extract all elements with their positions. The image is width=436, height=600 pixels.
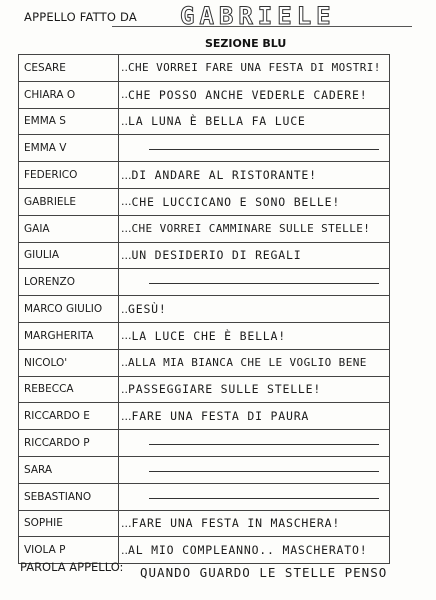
table-row: [19, 484, 389, 511]
handwritten-answer: CHE POSSO ANCHE VEDERLE CADERE!: [128, 87, 368, 102]
child-name: SOPHIE: [19, 511, 119, 537]
child-name: GAIA: [19, 216, 119, 242]
handwritten-answer: AL MIO COMPLEANNO.. MASCHERATO!: [128, 543, 368, 558]
handwritten-answer: CHE VORREI CAMMINARE SULLE STELLE!: [131, 222, 371, 236]
answer-cell: [119, 537, 389, 563]
answer-cell: [119, 55, 389, 81]
child-name: SARA: [19, 457, 119, 483]
table-row: [19, 189, 389, 216]
table-row: [19, 457, 389, 484]
answer-cell: [119, 135, 389, 161]
answer-cell: [119, 511, 389, 537]
table-row: [19, 377, 389, 404]
table-row: [19, 350, 389, 377]
table-row: [19, 323, 389, 350]
answer-cell: [119, 189, 389, 215]
child-name: GIULIA: [19, 243, 119, 269]
handwritten-answer: PASSEGGIARE SULLE STELLE!: [128, 382, 322, 397]
leader-dots: ..: [121, 382, 128, 396]
child-name: EMMA S: [19, 109, 119, 135]
header-author-name: GABRIELE: [180, 2, 336, 30]
blank-answer-line: [149, 498, 379, 499]
child-name: SEBASTIANO: [19, 484, 119, 510]
leader-dots: ...: [121, 516, 132, 530]
leader-dots: ..: [121, 61, 128, 75]
answer-cell: [119, 109, 389, 135]
child-name: LORENZO: [19, 269, 119, 295]
table-row: [19, 162, 389, 189]
answer-cell: [119, 162, 389, 188]
table-row: [19, 296, 389, 323]
handwritten-answer: UN DESIDERIO DI REGALI: [131, 248, 302, 263]
leader-dots: ...: [121, 409, 132, 423]
handwritten-answer: ALLA MIA BIANCA CHE LE VOGLIO BENE: [128, 356, 367, 370]
answer-cell: [119, 403, 389, 429]
answer-cell: [119, 350, 389, 376]
child-name: NICOLO': [19, 350, 119, 376]
table-row: [19, 216, 389, 243]
handwritten-answer: DI ANDARE AL RISTORANTE!: [131, 168, 317, 183]
child-name: REBECCA: [19, 377, 119, 403]
header-underline: [112, 26, 412, 27]
blank-answer-line: [149, 444, 379, 445]
blank-answer-line: [149, 471, 379, 472]
leader-dots: ..: [121, 302, 128, 316]
handwritten-answer: LA LUNA È BELLA FA LUCE: [128, 114, 306, 129]
leader-dots: ..: [121, 114, 128, 128]
child-name: MARCO GIULIO: [19, 296, 119, 322]
table-row: [19, 135, 389, 162]
answer-cell: [119, 269, 389, 295]
answer-cell: [119, 216, 389, 242]
leader-dots: ...: [121, 195, 132, 209]
handwritten-answer: FARE UNA FESTA IN MASCHERA!: [131, 516, 341, 531]
blank-answer-line: [149, 149, 379, 150]
leader-dots: ...: [121, 168, 132, 182]
section-title: SEZIONE BLU: [205, 37, 287, 50]
leader-dots: ..: [121, 88, 128, 102]
table-row: [19, 269, 389, 296]
leader-dots: ...: [121, 248, 132, 262]
answer-cell: [119, 323, 389, 349]
child-name: RICCARDO P: [19, 430, 119, 456]
table-row: [19, 109, 389, 136]
table-row: [19, 430, 389, 457]
handwritten-answer: GESÙ!: [128, 302, 167, 317]
handwritten-answer: LA LUCE CHE È BELLA!: [131, 328, 286, 343]
child-name: RICCARDO E: [19, 403, 119, 429]
child-name: CHIARA O: [19, 82, 119, 108]
answer-cell: [119, 377, 389, 403]
attendance-table: [18, 54, 390, 564]
answer-cell: [119, 82, 389, 108]
header-label: APPELLO FATTO DA: [24, 10, 137, 24]
handwritten-answer: CHE VORREI FARE UNA FESTA DI MOSTRI!: [128, 61, 381, 75]
answer-cell: [119, 484, 389, 510]
blank-answer-line: [149, 283, 379, 284]
answer-cell: [119, 457, 389, 483]
table-row: [19, 511, 389, 538]
child-name: CESARE: [19, 55, 119, 81]
child-name: EMMA V: [19, 135, 119, 161]
leader-dots: ...: [121, 222, 132, 236]
footer-label: PAROLA APPELLO:: [20, 560, 124, 574]
answer-cell: [119, 243, 389, 269]
table-row: [19, 403, 389, 430]
answer-cell: [119, 430, 389, 456]
leader-dots: ..: [121, 543, 128, 557]
table-row: [19, 55, 389, 82]
handwritten-answer: CHE LUCCICANO E SONO BELLE!: [131, 194, 341, 209]
footer-answer: QUANDO GUARDO LE STELLE PENSO: [140, 565, 388, 580]
child-name: MARGHERITA: [19, 323, 119, 349]
table-row: [19, 82, 389, 109]
handwritten-answer: FARE UNA FESTA DI PAURA: [131, 409, 310, 424]
leader-dots: ..: [121, 356, 128, 370]
child-name: FEDERICO: [19, 162, 119, 188]
table-row: [19, 243, 389, 270]
answer-cell: [119, 296, 389, 322]
child-name: VIOLA P: [19, 537, 119, 563]
leader-dots: ...: [121, 329, 132, 343]
child-name: GABRIELE: [19, 189, 119, 215]
